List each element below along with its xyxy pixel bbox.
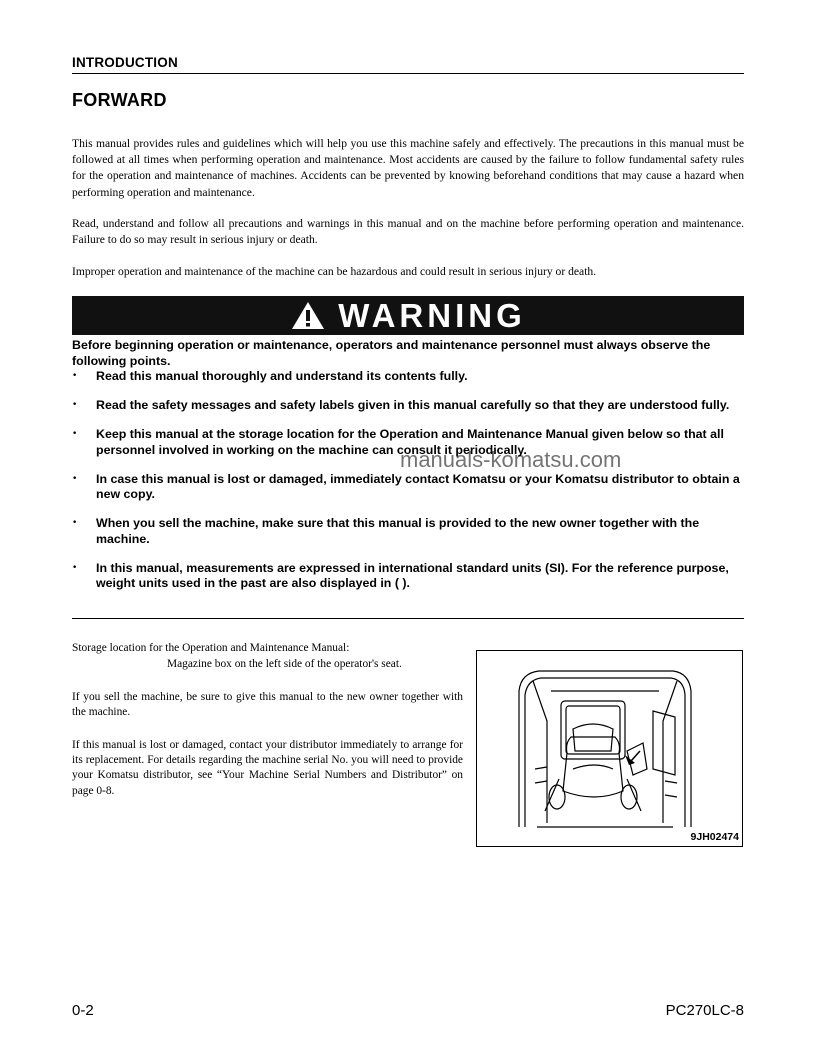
intro-paragraph: Improper operation and maintenance of the machine can be hazardous and could result in serious injury or death.: [72, 265, 597, 278]
model-number: PC270LC-8: [665, 1002, 744, 1019]
section-header: [72, 54, 744, 74]
list-item-text: In this manual, measurements are expressed in international standard units (SI). For the reference purpose, weight units used in the past are also displayed in ( ).: [96, 560, 729, 590]
operator-cab-drawing: [477, 651, 742, 846]
page-title: FORWARD: [72, 90, 167, 110]
warning-banner: [72, 296, 744, 335]
cab-illustration: [476, 650, 743, 847]
bullet-icon: •: [72, 518, 78, 528]
bullet-icon: •: [72, 562, 78, 573]
bullet-icon: •: [72, 473, 78, 484]
list-item: [72, 561, 744, 592]
section-title: INTRODUCTION: [72, 55, 178, 70]
bullet-icon: •: [72, 400, 78, 410]
bullet-icon: •: [72, 429, 78, 439]
storage-label: Storage location for the Operation and Maintenance Manual:: [72, 642, 350, 654]
list-item-text: When you sell the machine, make sure that this manual is provided to the new owner together with the machine.: [96, 516, 700, 546]
intro-paragraph: This manual provides rules and guidelines which will help you use this machine safely and effectively. The precautions in this manual must be followed at all times when performing operation and maintenance. Most accidents are caused by the failure to follow fundamental safety rules for the operation and maintenance of machines. Accidents can be prevented by knowing beforehand conditions that may cause a hazard when performing operation and maintenance.: [72, 137, 744, 199]
warning-triangle-icon: [290, 300, 326, 331]
list-item-text: In case this manual is lost or damaged, immediately contact Komatsu or your Komatsu distributor to obtain a new copy.: [96, 471, 740, 501]
list-item-text: Read this manual thoroughly and understand its contents fully.: [96, 369, 468, 383]
watermark: manuals-komatsu.com: [400, 447, 622, 472]
list-item-text: Read the safety messages and safety labels given in this manual carefully so that they are understood fully.: [96, 398, 730, 412]
page-number: 0-2: [72, 1002, 94, 1019]
warning-label: WARNING: [338, 297, 526, 334]
list-item: [72, 398, 744, 414]
list-item: [72, 369, 744, 385]
list-item: [72, 516, 744, 547]
sell-note: If you sell the machine, be sure to give this manual to the new owner together with the machine.: [72, 691, 463, 719]
intro-paragraph: Read, understand and follow all precautions and warnings in this manual and on the machine before performing operation and maintenance. Failure to do so may result in serious injury or death.: [72, 217, 744, 247]
warning-list: [72, 369, 744, 605]
list-item-text: Keep this manual at the storage location for the Operation and Maintenance Manual given below so that all personnel involved in working on the machine can consult it periodically.: [96, 427, 724, 457]
warning-intro: Before beginning operation or maintenance, operators and maintenance personnel must always observe the following points.: [72, 338, 711, 368]
bullet-icon: •: [72, 371, 78, 381]
storage-location: Magazine box on the left side of the operator's seat.: [167, 658, 402, 670]
list-item: [72, 472, 744, 503]
lost-note: If this manual is lost or damaged, contact your distributor immediately to arrange for its replacement. For details regarding the machine serial No. you will need to provide your Komatsu distributor, see “Your Machine Serial Numbers and Distributor” on page 0-8.: [72, 739, 463, 797]
section-divider: [72, 618, 744, 619]
figure-id: 9JH02474: [690, 831, 739, 843]
